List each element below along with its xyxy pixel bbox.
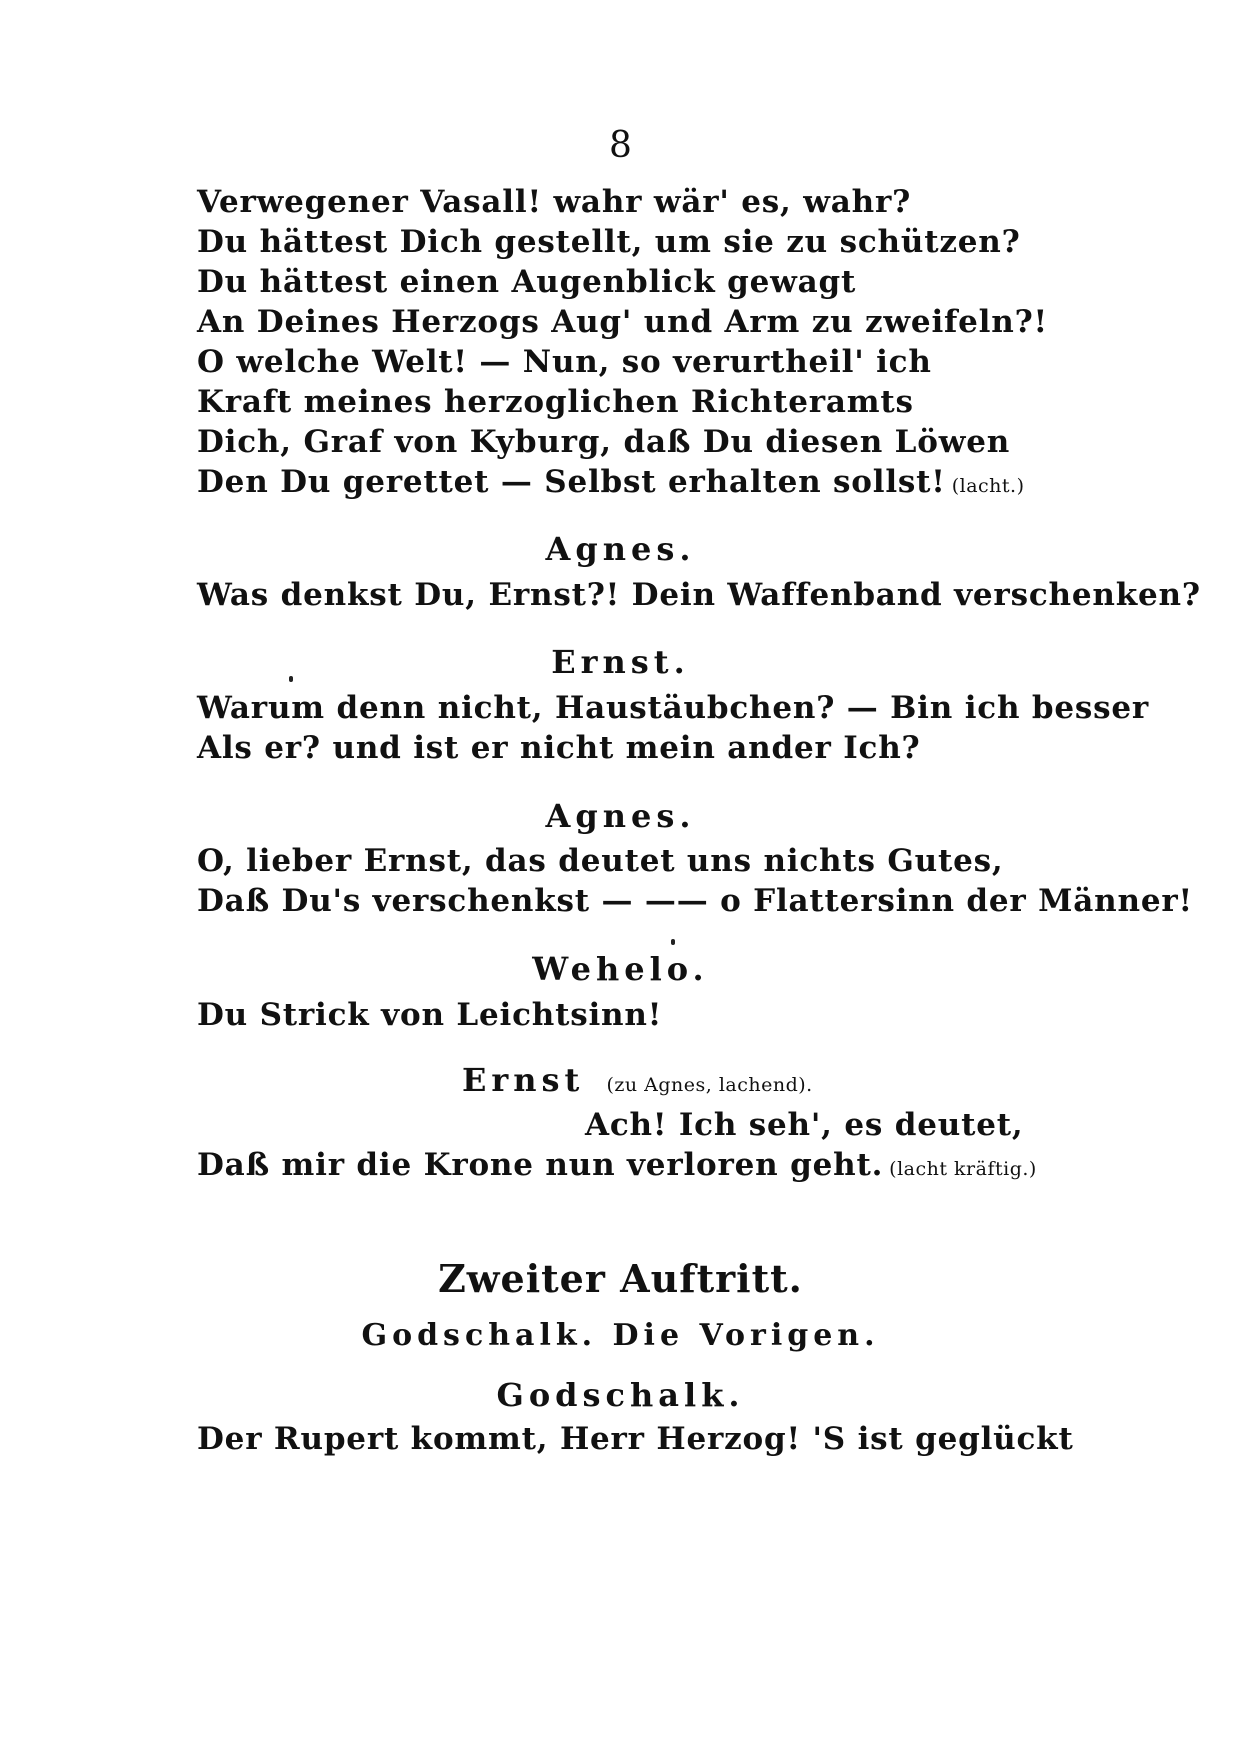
verse-line: O welche Welt! — Nun, so verurtheil' ich	[197, 344, 932, 380]
dialogue-line: Ach! Ich seh', es deutet,	[585, 1107, 1024, 1143]
dialogue-line: Daß Du's verschenkst — —— o Flattersinn der Männer!	[197, 883, 1193, 919]
verse-line: Dich, Graf von Kyburg, daß Du diesen Löwen	[197, 424, 1011, 460]
verse-line: An Deines Herzogs Aug' und Arm zu zweifeln?!	[197, 304, 1048, 340]
verse-text: Den Du gerettet — Selbst erhalten sollst!	[197, 464, 946, 500]
speaker-name: Agnes.	[545, 530, 696, 568]
dialogue-line: Als er? und ist er nicht mein ander Ich?	[197, 730, 921, 766]
dialogue-line: Warum denn nicht, Haustäubchen? — Bin ich besser	[197, 690, 1150, 726]
dialogue-line: Der Rupert kommt, Herr Herzog! 'S ist geglückt	[197, 1421, 1074, 1457]
speaker-name: Agnes.	[545, 797, 696, 835]
verse-line: Du hättest einen Augenblick gewagt	[197, 264, 857, 300]
cast-list: Godschalk. Die Vorigen.	[361, 1318, 880, 1353]
speaker-name: Ernst.	[551, 643, 690, 681]
speaker-name	[462, 1061, 813, 1099]
dialogue-line	[197, 1147, 1037, 1187]
print-speck	[671, 939, 675, 945]
speaker-name: Wehelo.	[532, 950, 709, 988]
scene-title: Zweiter Auftritt.	[438, 1256, 803, 1301]
stage-direction: (lacht.)	[951, 475, 1025, 497]
verse-line	[197, 464, 1025, 504]
dialogue-line: O, lieber Ernst, das deutet uns nichts Gutes,	[197, 843, 1004, 879]
speaker-label: Ernst	[462, 1061, 585, 1099]
dialogue-text: Daß mir die Krone nun verloren geht.	[197, 1147, 884, 1183]
dialogue-line: Du Strick von Leichtsinn!	[197, 997, 663, 1033]
dialogue-line: Was denkst Du, Ernst?! Dein Waffenband verschenken?	[197, 577, 1201, 613]
stage-direction: (zu Agnes, lachend).	[606, 1074, 813, 1096]
page-number: 8	[609, 125, 632, 166]
speaker-name: Godschalk.	[496, 1376, 745, 1414]
verse-line: Verwegener Vasall! wahr wär' es, wahr?	[197, 184, 912, 220]
stage-direction: (lacht kräftig.)	[889, 1158, 1037, 1180]
verse-line: Du hättest Dich gestellt, um sie zu schützen?	[197, 224, 1021, 260]
verse-line: Kraft meines herzoglichen Richteramts	[197, 384, 914, 420]
